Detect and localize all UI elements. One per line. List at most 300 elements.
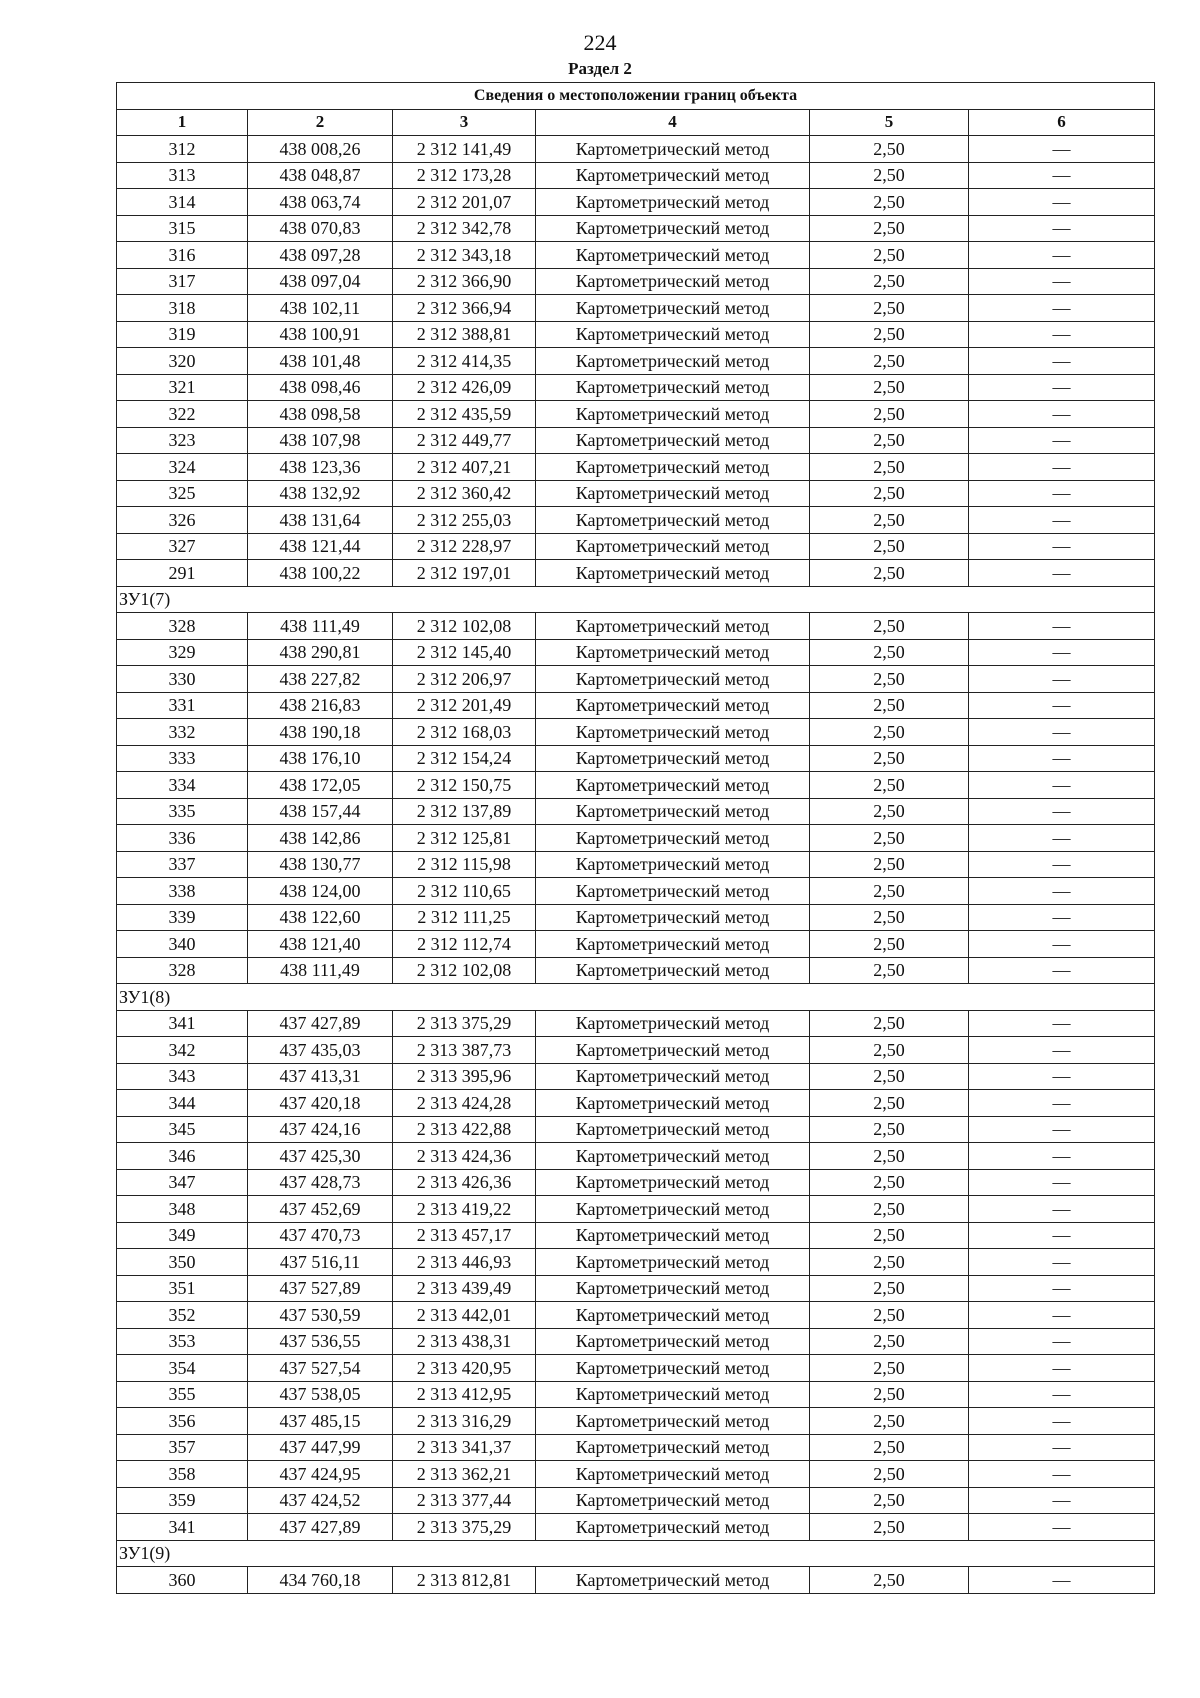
coord-x-cell: 437 428,73 <box>248 1169 393 1196</box>
column-header: 5 <box>810 109 969 136</box>
table-row <box>117 745 1155 772</box>
coord-x-cell: 438 124,00 <box>248 878 393 905</box>
description-cell: — <box>969 931 1155 958</box>
accuracy-cell: 2,50 <box>810 1063 969 1090</box>
method-cell: Картометрический метод <box>536 904 810 931</box>
description-cell: — <box>969 825 1155 852</box>
method-cell: Картометрический метод <box>536 1222 810 1249</box>
table-row <box>117 904 1155 931</box>
table-row <box>117 295 1155 322</box>
description-cell: — <box>969 719 1155 746</box>
coord-y-cell: 2 313 424,36 <box>393 1143 536 1170</box>
table-caption-row <box>117 83 1155 110</box>
coord-x-cell: 434 760,18 <box>248 1567 393 1594</box>
coord-y-cell: 2 312 426,09 <box>393 374 536 401</box>
description-cell: — <box>969 666 1155 693</box>
table-row <box>117 533 1155 560</box>
group-label: ЗУ1(8) <box>117 984 1155 1011</box>
coord-y-cell: 2 313 419,22 <box>393 1196 536 1223</box>
method-cell: Картометрический метод <box>536 1090 810 1117</box>
point-number-cell: 341 <box>117 1514 248 1541</box>
method-cell: Картометрический метод <box>536 348 810 375</box>
coord-x-cell: 438 290,81 <box>248 639 393 666</box>
description-cell: — <box>969 321 1155 348</box>
table-row <box>117 321 1155 348</box>
accuracy-cell: 2,50 <box>810 1461 969 1488</box>
description-cell: — <box>969 1143 1155 1170</box>
accuracy-cell: 2,50 <box>810 1169 969 1196</box>
coord-x-cell: 438 132,92 <box>248 480 393 507</box>
table-row <box>117 1169 1155 1196</box>
table-row <box>117 1302 1155 1329</box>
description-cell: — <box>969 1010 1155 1037</box>
point-number-cell: 339 <box>117 904 248 931</box>
coord-x-cell: 437 447,99 <box>248 1434 393 1461</box>
coord-x-cell: 437 527,89 <box>248 1275 393 1302</box>
accuracy-cell: 2,50 <box>810 1116 969 1143</box>
coord-x-cell: 438 176,10 <box>248 745 393 772</box>
coord-y-cell: 2 313 375,29 <box>393 1514 536 1541</box>
method-cell: Картометрический метод <box>536 533 810 560</box>
description-cell: — <box>969 1275 1155 1302</box>
table-row <box>117 1567 1155 1594</box>
method-cell: Картометрический метод <box>536 1461 810 1488</box>
table-row <box>117 1249 1155 1276</box>
description-cell: — <box>969 613 1155 640</box>
coord-x-cell: 438 100,91 <box>248 321 393 348</box>
description-cell: — <box>969 1355 1155 1382</box>
column-header: 4 <box>536 109 810 136</box>
accuracy-cell: 2,50 <box>810 613 969 640</box>
coord-y-cell: 2 313 457,17 <box>393 1222 536 1249</box>
coord-x-cell: 437 516,11 <box>248 1249 393 1276</box>
description-cell: — <box>969 136 1155 163</box>
table-row <box>117 1063 1155 1090</box>
table-row <box>117 1010 1155 1037</box>
accuracy-cell: 2,50 <box>810 136 969 163</box>
description-cell: — <box>969 374 1155 401</box>
description-cell: — <box>969 189 1155 216</box>
description-cell: — <box>969 454 1155 481</box>
coord-x-cell: 438 102,11 <box>248 295 393 322</box>
description-cell: — <box>969 745 1155 772</box>
coord-y-cell: 2 312 197,01 <box>393 560 536 587</box>
method-cell: Картометрический метод <box>536 719 810 746</box>
point-number-cell: 327 <box>117 533 248 560</box>
point-number-cell: 338 <box>117 878 248 905</box>
accuracy-cell: 2,50 <box>810 692 969 719</box>
description-cell: — <box>969 692 1155 719</box>
table-row <box>117 613 1155 640</box>
description-cell: — <box>969 639 1155 666</box>
description-cell: — <box>969 427 1155 454</box>
coord-y-cell: 2 312 102,08 <box>393 613 536 640</box>
table-row <box>117 1328 1155 1355</box>
coord-y-cell: 2 313 375,29 <box>393 1010 536 1037</box>
method-cell: Картометрический метод <box>536 1328 810 1355</box>
description-cell: — <box>969 1487 1155 1514</box>
accuracy-cell: 2,50 <box>810 295 969 322</box>
method-cell: Картометрический метод <box>536 507 810 534</box>
coord-y-cell: 2 313 362,21 <box>393 1461 536 1488</box>
accuracy-cell: 2,50 <box>810 1037 969 1064</box>
coord-y-cell: 2 313 341,37 <box>393 1434 536 1461</box>
description-cell: — <box>969 507 1155 534</box>
coord-y-cell: 2 312 414,35 <box>393 348 536 375</box>
method-cell: Картометрический метод <box>536 825 810 852</box>
accuracy-cell: 2,50 <box>810 1143 969 1170</box>
method-cell: Картометрический метод <box>536 401 810 428</box>
point-number-cell: 353 <box>117 1328 248 1355</box>
coord-y-cell: 2 313 812,81 <box>393 1567 536 1594</box>
table-row <box>117 1090 1155 1117</box>
coord-x-cell: 438 100,22 <box>248 560 393 587</box>
coord-x-cell: 437 470,73 <box>248 1222 393 1249</box>
coord-x-cell: 438 048,87 <box>248 162 393 189</box>
coord-x-cell: 438 122,60 <box>248 904 393 931</box>
point-number-cell: 333 <box>117 745 248 772</box>
table-row <box>117 1222 1155 1249</box>
column-header-row <box>117 109 1155 136</box>
description-cell: — <box>969 1434 1155 1461</box>
accuracy-cell: 2,50 <box>810 1514 969 1541</box>
method-cell: Картометрический метод <box>536 454 810 481</box>
method-cell: Картометрический метод <box>536 215 810 242</box>
coord-y-cell: 2 313 316,29 <box>393 1408 536 1435</box>
method-cell: Картометрический метод <box>536 1010 810 1037</box>
point-number-cell: 349 <box>117 1222 248 1249</box>
table-row <box>117 1143 1155 1170</box>
method-cell: Картометрический метод <box>536 1169 810 1196</box>
table-row <box>117 666 1155 693</box>
coord-x-cell: 437 413,31 <box>248 1063 393 1090</box>
coord-y-cell: 2 312 407,21 <box>393 454 536 481</box>
description-cell: — <box>969 215 1155 242</box>
method-cell: Картометрический метод <box>536 1116 810 1143</box>
point-number-cell: 357 <box>117 1434 248 1461</box>
accuracy-cell: 2,50 <box>810 533 969 560</box>
method-cell: Картометрический метод <box>536 268 810 295</box>
point-number-cell: 322 <box>117 401 248 428</box>
point-number-cell: 348 <box>117 1196 248 1223</box>
method-cell: Картометрический метод <box>536 1037 810 1064</box>
table-row <box>117 1037 1155 1064</box>
coord-x-cell: 438 121,44 <box>248 533 393 560</box>
coord-y-cell: 2 313 420,95 <box>393 1355 536 1382</box>
method-cell: Картометрический метод <box>536 772 810 799</box>
coord-y-cell: 2 312 145,40 <box>393 639 536 666</box>
point-number-cell: 328 <box>117 613 248 640</box>
table-row <box>117 454 1155 481</box>
point-number-cell: 347 <box>117 1169 248 1196</box>
point-number-cell: 346 <box>117 1143 248 1170</box>
coord-x-cell: 438 008,26 <box>248 136 393 163</box>
coord-x-cell: 438 098,46 <box>248 374 393 401</box>
point-number-cell: 314 <box>117 189 248 216</box>
accuracy-cell: 2,50 <box>810 1249 969 1276</box>
table-row <box>117 427 1155 454</box>
point-number-cell: 342 <box>117 1037 248 1064</box>
coord-x-cell: 437 424,52 <box>248 1487 393 1514</box>
coord-y-cell: 2 312 150,75 <box>393 772 536 799</box>
coord-y-cell: 2 312 366,90 <box>393 268 536 295</box>
table-row <box>117 162 1155 189</box>
coord-x-cell: 438 097,04 <box>248 268 393 295</box>
point-number-cell: 312 <box>117 136 248 163</box>
coord-x-cell: 438 097,28 <box>248 242 393 269</box>
point-number-cell: 313 <box>117 162 248 189</box>
coord-x-cell: 438 121,40 <box>248 931 393 958</box>
table-row <box>117 268 1155 295</box>
description-cell: — <box>969 1169 1155 1196</box>
coord-x-cell: 437 424,16 <box>248 1116 393 1143</box>
coord-y-cell: 2 313 412,95 <box>393 1381 536 1408</box>
method-cell: Картометрический метод <box>536 321 810 348</box>
table-row <box>117 878 1155 905</box>
coord-y-cell: 2 312 206,97 <box>393 666 536 693</box>
table-row <box>117 798 1155 825</box>
description-cell: — <box>969 1381 1155 1408</box>
table-row <box>117 1434 1155 1461</box>
accuracy-cell: 2,50 <box>810 1408 969 1435</box>
coord-y-cell: 2 313 424,28 <box>393 1090 536 1117</box>
method-cell: Картометрический метод <box>536 427 810 454</box>
boundary-table <box>116 82 1155 1594</box>
coord-y-cell: 2 312 343,18 <box>393 242 536 269</box>
coord-x-cell: 437 527,54 <box>248 1355 393 1382</box>
coord-x-cell: 438 101,48 <box>248 348 393 375</box>
coord-x-cell: 437 435,03 <box>248 1037 393 1064</box>
accuracy-cell: 2,50 <box>810 560 969 587</box>
table-row <box>117 931 1155 958</box>
coord-y-cell: 2 313 387,73 <box>393 1037 536 1064</box>
coord-y-cell: 2 312 112,74 <box>393 931 536 958</box>
point-number-cell: 358 <box>117 1461 248 1488</box>
table-row <box>117 639 1155 666</box>
table-row <box>117 1196 1155 1223</box>
point-number-cell: 351 <box>117 1275 248 1302</box>
coord-y-cell: 2 313 395,96 <box>393 1063 536 1090</box>
point-number-cell: 318 <box>117 295 248 322</box>
accuracy-cell: 2,50 <box>810 454 969 481</box>
accuracy-cell: 2,50 <box>810 904 969 931</box>
coord-y-cell: 2 312 255,03 <box>393 507 536 534</box>
coord-x-cell: 437 424,95 <box>248 1461 393 1488</box>
method-cell: Картометрический метод <box>536 1302 810 1329</box>
coord-y-cell: 2 312 102,08 <box>393 957 536 984</box>
point-number-cell: 324 <box>117 454 248 481</box>
table-row <box>117 719 1155 746</box>
description-cell: — <box>969 1408 1155 1435</box>
coord-y-cell: 2 312 201,49 <box>393 692 536 719</box>
accuracy-cell: 2,50 <box>810 1434 969 1461</box>
description-cell: — <box>969 1461 1155 1488</box>
table-row <box>117 189 1155 216</box>
accuracy-cell: 2,50 <box>810 1381 969 1408</box>
coord-x-cell: 438 107,98 <box>248 427 393 454</box>
coord-y-cell: 2 313 422,88 <box>393 1116 536 1143</box>
point-number-cell: 331 <box>117 692 248 719</box>
point-number-cell: 325 <box>117 480 248 507</box>
coord-y-cell: 2 312 449,77 <box>393 427 536 454</box>
point-number-cell: 334 <box>117 772 248 799</box>
method-cell: Картометрический метод <box>536 613 810 640</box>
point-number-cell: 356 <box>117 1408 248 1435</box>
coord-y-cell: 2 312 388,81 <box>393 321 536 348</box>
point-number-cell: 335 <box>117 798 248 825</box>
method-cell: Картометрический метод <box>536 1381 810 1408</box>
description-cell: — <box>969 268 1155 295</box>
accuracy-cell: 2,50 <box>810 480 969 507</box>
method-cell: Картометрический метод <box>536 560 810 587</box>
coord-y-cell: 2 312 111,25 <box>393 904 536 931</box>
point-number-cell: 355 <box>117 1381 248 1408</box>
table-row <box>117 560 1155 587</box>
point-number-cell: 319 <box>117 321 248 348</box>
coord-x-cell: 437 420,18 <box>248 1090 393 1117</box>
point-number-cell: 328 <box>117 957 248 984</box>
accuracy-cell: 2,50 <box>810 268 969 295</box>
coord-y-cell: 2 312 228,97 <box>393 533 536 560</box>
coord-y-cell: 2 312 366,94 <box>393 295 536 322</box>
method-cell: Картометрический метод <box>536 374 810 401</box>
point-number-cell: 330 <box>117 666 248 693</box>
method-cell: Картометрический метод <box>536 1408 810 1435</box>
coord-x-cell: 438 216,83 <box>248 692 393 719</box>
coord-x-cell: 438 070,83 <box>248 215 393 242</box>
point-number-cell: 320 <box>117 348 248 375</box>
description-cell: — <box>969 1090 1155 1117</box>
column-header: 6 <box>969 109 1155 136</box>
group-label: ЗУ1(7) <box>117 586 1155 613</box>
accuracy-cell: 2,50 <box>810 215 969 242</box>
point-number-cell: 332 <box>117 719 248 746</box>
column-header: 2 <box>248 109 393 136</box>
coord-x-cell: 438 131,64 <box>248 507 393 534</box>
method-cell: Картометрический метод <box>536 1355 810 1382</box>
description-cell: — <box>969 957 1155 984</box>
description-cell: — <box>969 560 1155 587</box>
coord-y-cell: 2 312 360,42 <box>393 480 536 507</box>
coord-y-cell: 2 312 125,81 <box>393 825 536 852</box>
table-row <box>117 1514 1155 1541</box>
description-cell: — <box>969 1063 1155 1090</box>
description-cell: — <box>969 1037 1155 1064</box>
point-number-cell: 344 <box>117 1090 248 1117</box>
table-row <box>117 374 1155 401</box>
method-cell: Картометрический метод <box>536 1275 810 1302</box>
coord-x-cell: 438 130,77 <box>248 851 393 878</box>
table-row <box>117 1408 1155 1435</box>
table-row <box>117 507 1155 534</box>
point-number-cell: 354 <box>117 1355 248 1382</box>
accuracy-cell: 2,50 <box>810 639 969 666</box>
coord-x-cell: 437 530,59 <box>248 1302 393 1329</box>
coord-x-cell: 437 427,89 <box>248 1514 393 1541</box>
description-cell: — <box>969 1249 1155 1276</box>
accuracy-cell: 2,50 <box>810 1275 969 1302</box>
method-cell: Картометрический метод <box>536 692 810 719</box>
page-number: 224 <box>583 30 617 55</box>
table-row <box>117 1355 1155 1382</box>
accuracy-cell: 2,50 <box>810 851 969 878</box>
method-cell: Картометрический метод <box>536 957 810 984</box>
description-cell: — <box>969 1196 1155 1223</box>
description-cell: — <box>969 1328 1155 1355</box>
coord-y-cell: 2 313 438,31 <box>393 1328 536 1355</box>
point-number-cell: 343 <box>117 1063 248 1090</box>
table-caption: Сведения о местоположении границ объекта <box>117 83 1155 110</box>
accuracy-cell: 2,50 <box>810 1487 969 1514</box>
table-row <box>117 242 1155 269</box>
coord-y-cell: 2 312 137,89 <box>393 798 536 825</box>
point-number-cell: 350 <box>117 1249 248 1276</box>
accuracy-cell: 2,50 <box>810 1302 969 1329</box>
description-cell: — <box>969 533 1155 560</box>
table-row <box>117 825 1155 852</box>
description-cell: — <box>969 348 1155 375</box>
accuracy-cell: 2,50 <box>810 321 969 348</box>
description-cell: — <box>969 878 1155 905</box>
method-cell: Картометрический метод <box>536 1567 810 1594</box>
coord-y-cell: 2 312 173,28 <box>393 162 536 189</box>
accuracy-cell: 2,50 <box>810 189 969 216</box>
accuracy-cell: 2,50 <box>810 242 969 269</box>
description-cell: — <box>969 772 1155 799</box>
method-cell: Картометрический метод <box>536 745 810 772</box>
point-number-cell: 321 <box>117 374 248 401</box>
coord-x-cell: 437 538,05 <box>248 1381 393 1408</box>
description-cell: — <box>969 1302 1155 1329</box>
method-cell: Картометрический метод <box>536 1063 810 1090</box>
accuracy-cell: 2,50 <box>810 1328 969 1355</box>
table-row <box>117 1487 1155 1514</box>
method-cell: Картометрический метод <box>536 851 810 878</box>
table-row <box>117 1461 1155 1488</box>
point-number-cell: 352 <box>117 1302 248 1329</box>
coord-y-cell: 2 312 435,59 <box>393 401 536 428</box>
table-body <box>117 136 1155 1594</box>
accuracy-cell: 2,50 <box>810 666 969 693</box>
table-row <box>117 957 1155 984</box>
method-cell: Картометрический метод <box>536 136 810 163</box>
point-number-cell: 317 <box>117 268 248 295</box>
table-row <box>117 348 1155 375</box>
coord-y-cell: 2 312 342,78 <box>393 215 536 242</box>
description-cell: — <box>969 1514 1155 1541</box>
accuracy-cell: 2,50 <box>810 931 969 958</box>
accuracy-cell: 2,50 <box>810 825 969 852</box>
point-number-cell: 340 <box>117 931 248 958</box>
accuracy-cell: 2,50 <box>810 798 969 825</box>
method-cell: Картометрический метод <box>536 1487 810 1514</box>
description-cell: — <box>969 904 1155 931</box>
coord-y-cell: 2 312 110,65 <box>393 878 536 905</box>
point-number-cell: 323 <box>117 427 248 454</box>
point-number-cell: 341 <box>117 1010 248 1037</box>
description-cell: — <box>969 1222 1155 1249</box>
coord-y-cell: 2 313 439,49 <box>393 1275 536 1302</box>
method-cell: Картометрический метод <box>536 931 810 958</box>
coord-y-cell: 2 312 168,03 <box>393 719 536 746</box>
point-number-cell: 291 <box>117 560 248 587</box>
description-cell: — <box>969 242 1155 269</box>
method-cell: Картометрический метод <box>536 189 810 216</box>
method-cell: Картометрический метод <box>536 1249 810 1276</box>
table-row <box>117 1381 1155 1408</box>
method-cell: Картометрический метод <box>536 295 810 322</box>
point-number-cell: 315 <box>117 215 248 242</box>
